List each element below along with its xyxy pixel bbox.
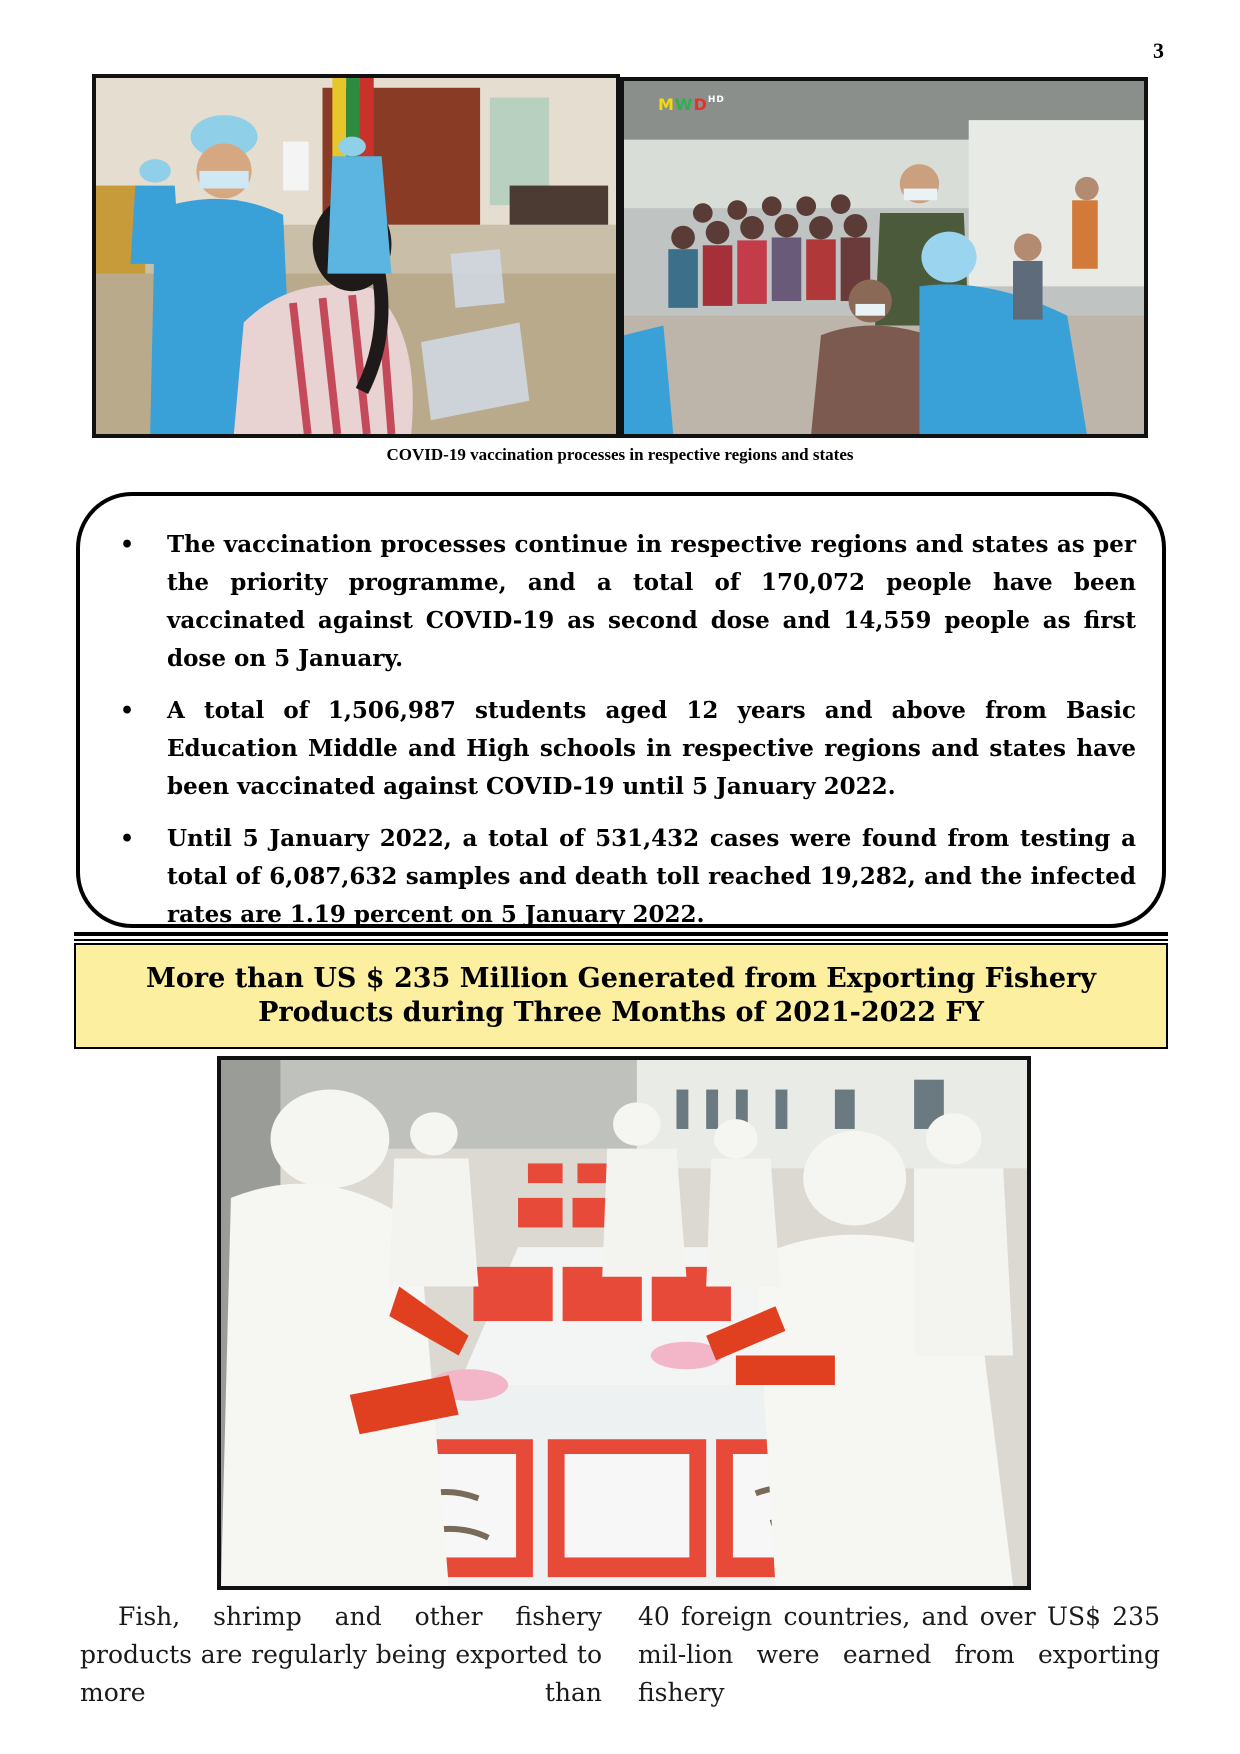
bullet-item: • The vaccination processes continue in respective regions and states as per the priority programme, and a total of 170,072 people have been vaccinated against COVID-19 as second dose and 14,559 people as first dose on 5 January. xyxy=(106,526,1136,678)
page-number: 3 xyxy=(1153,38,1164,63)
vaccination-photo-left xyxy=(92,74,620,438)
bullet-icon: • xyxy=(120,698,135,724)
bullet-list xyxy=(106,526,1136,934)
article-column-left: Fish, shrimp and other fishery products are regularly being exported to more than xyxy=(80,1602,602,1707)
article-headline: More than US $ 235 Million Generated from Exporting Fishery Products during Three Months of 2021-2022 FY xyxy=(74,943,1168,1049)
photo-caption: COVID-19 vaccination processes in respective regions and states xyxy=(386,445,854,464)
fishery-processing-photo xyxy=(217,1056,1031,1590)
divider-rule xyxy=(74,932,1168,936)
bullet-icon: • xyxy=(120,532,135,558)
bullet-item: • Until 5 January 2022, a total of 531,432 cases were found from testing a total of 6,087,632 samples and death toll reached 19,282, and the infected rates are 1.19 percent on 5 January 2022. xyxy=(106,820,1136,934)
article-body xyxy=(80,1598,1160,1712)
article-column-right: 40 foreign countries, and over US$ 235 mil-lion were earned from exporting fishery xyxy=(638,1602,1160,1707)
bullet-box xyxy=(76,492,1166,928)
bullet-item: • A total of 1,506,987 students aged 12 years and above from Basic Education Middle and High schools in respective regions and states have been vaccinated against COVID-19 until 5 January 2022. xyxy=(106,692,1136,806)
broadcaster-logo: $MWD^{HD}$ xyxy=(658,95,725,114)
divider-rule-thin xyxy=(74,939,1168,941)
bullet-icon: • xyxy=(120,826,135,852)
vaccination-photo-right xyxy=(620,77,1148,438)
